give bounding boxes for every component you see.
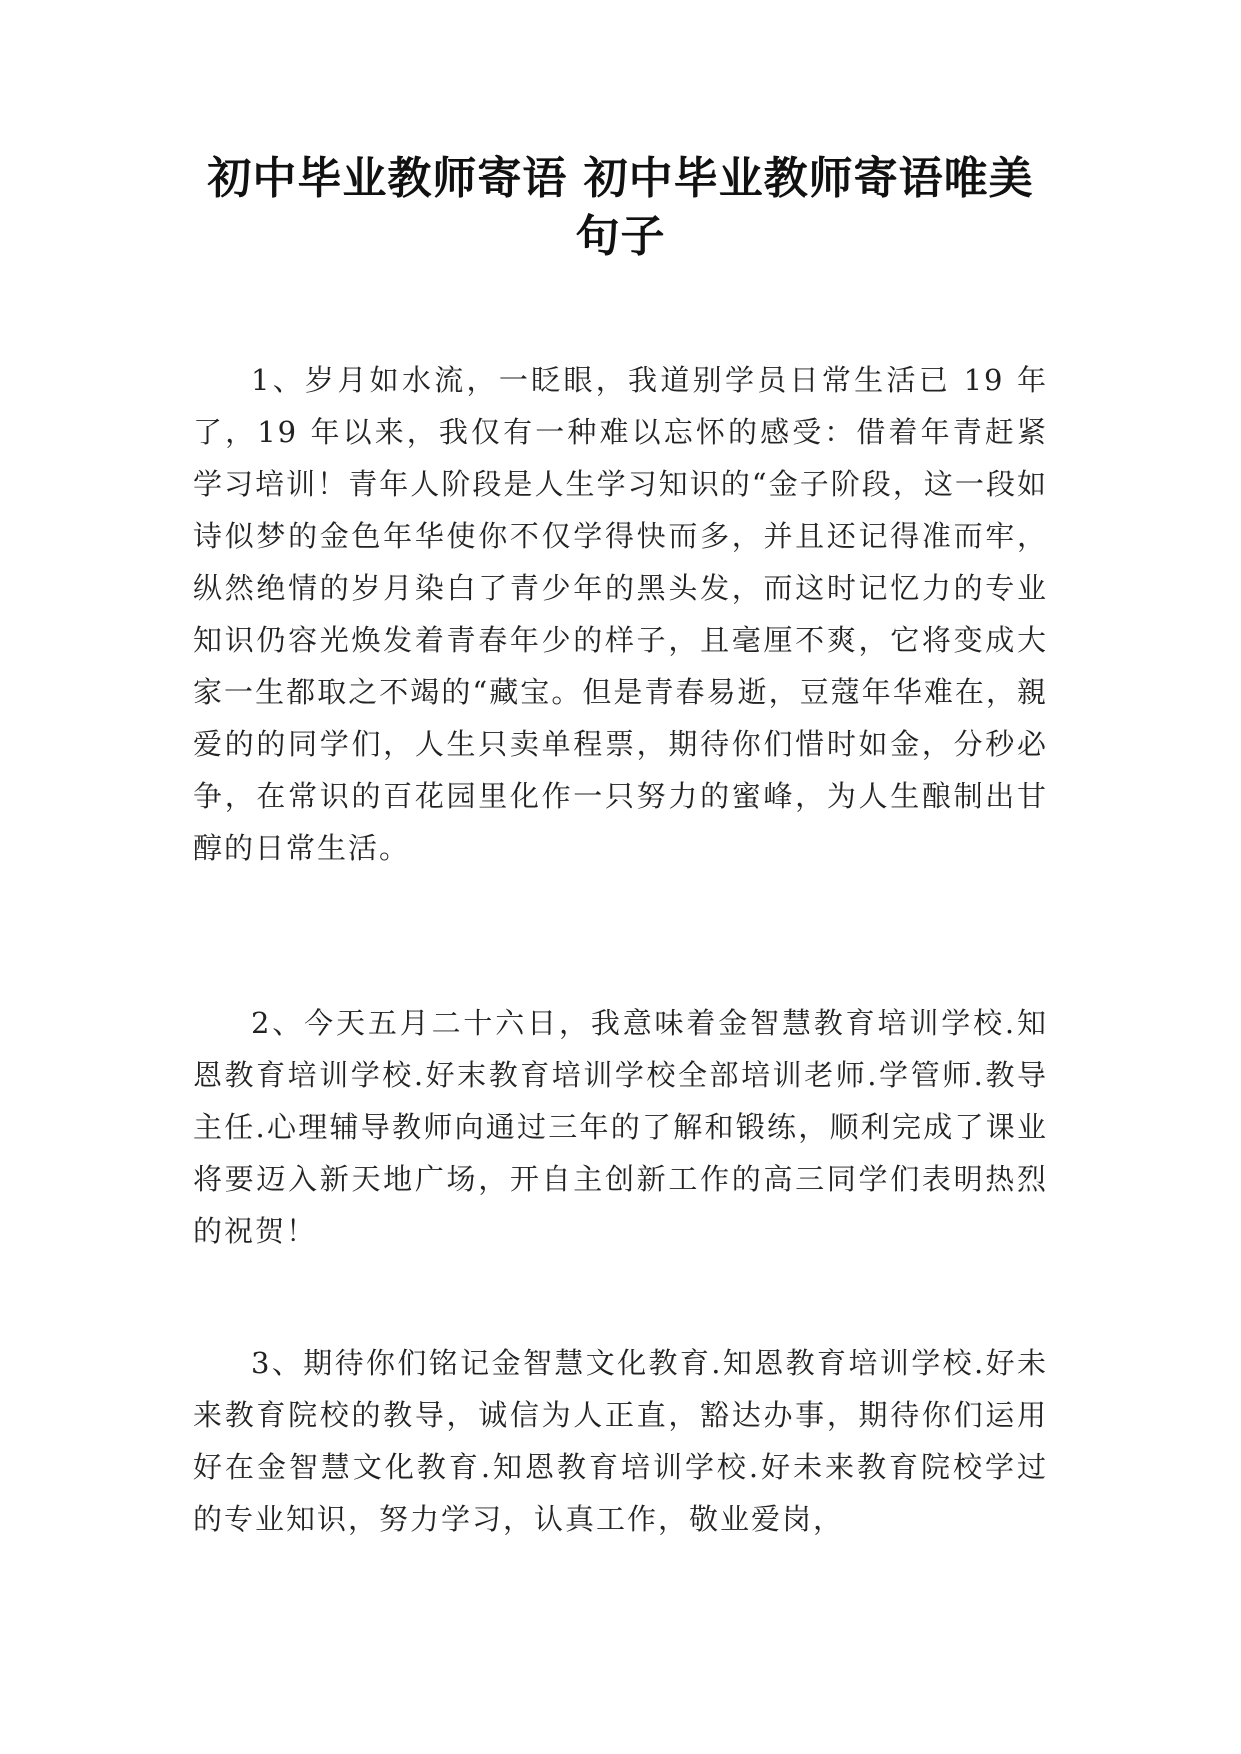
paragraph-3: 3、期待你们铭记金智慧文化教育.知恩教育培训学校.好未来教育院校的教导，诚信为人正直，豁达办事，期待你们运用好在金智慧文化教育.知恩教育培训学校.好未来教育院校学过的专业知识，努力学习，认真工作，敬业爱岗， xyxy=(193,1346,1048,1536)
paragraph-1: 1、岁月如水流，一眨眼，我道别学员日常生活已 19 年了，19 年以来，我仅有一种难以忘怀的感受：借着年青赶紧学习培训！青年人阶段是人生学习知识的“金子阶段，这一段如诗似梦的金色年华使你不仅学得快而多，并且还记得准而牢，纵然绝情的岁月染白了青少年的黑头发，而这时记忆力的专业知识仍容光焕发着青春年少的样子，且毫厘不爽，它将变成大家一生都取之不竭的“藏宝。但是青春易逝，豆蔻年华难在，親爱的的同学们，人生只卖单程票，期待你们惜时如金，分秒必争，在常识的百花园里化作一只努力的蜜峰，为人生酿制出甘醇的日常生活。 xyxy=(193,363,1048,865)
document-title-line-2: 句子 xyxy=(575,211,666,262)
document-title-line-1: 初中毕业教师寄语 初中毕业教师寄语唯美 xyxy=(207,153,1034,204)
document-title xyxy=(160,150,1081,266)
paragraph-2: 2、今天五月二十六日，我意味着金智慧教育培训学校.知恩教育培训学校.好末教育培训学校全部培训老师.学管师.教导主任.心理辅导教师向通过三年的了解和锻练，顺利完成了课业将要迈入新天地广场，开自主创新工作的高三同学们表明热烈的祝贺！ xyxy=(193,1006,1048,1248)
